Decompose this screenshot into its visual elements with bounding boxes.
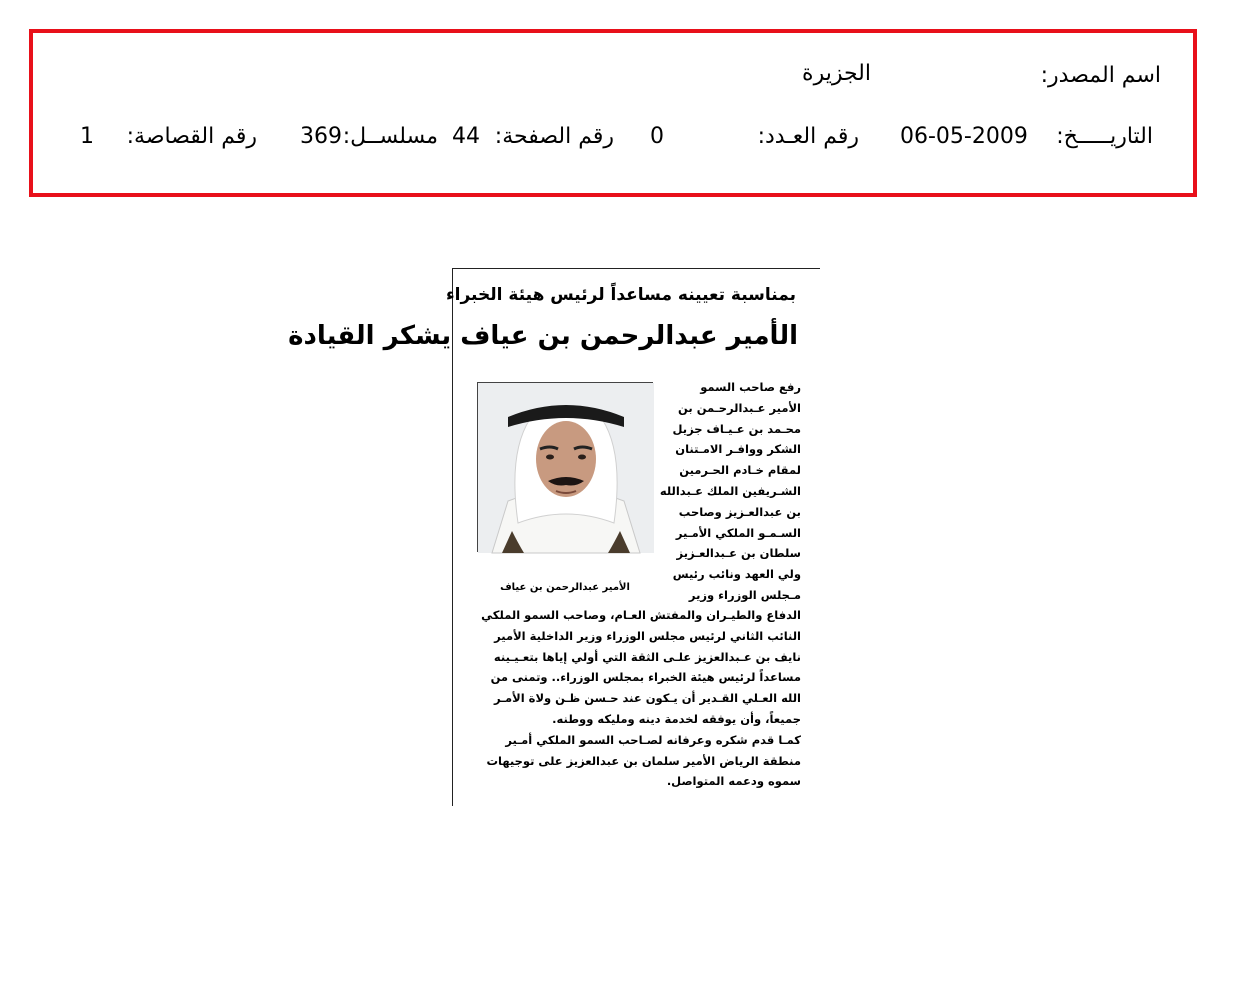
text-line: منطقة الرياض الأمير سلمان بن عبدالعزيز على توجيهات [486, 753, 801, 768]
page-value: 44 [452, 124, 480, 149]
serial-value: 369 [300, 124, 342, 149]
serial-label: مسلســل: [342, 124, 438, 149]
text-line: ولي العهد ونائب رئيس [672, 567, 801, 582]
text-line: النائب الثاني لرئيس مجلس الوزراء وزير الداخلية الأمير [494, 628, 801, 643]
text-line: كمـا قدم شكره وعرفانه لصـاحب السمو الملكي أمـير [505, 732, 801, 747]
source-info-frame [29, 29, 1197, 197]
text-line: السـمـو الملكي الأمـير [675, 525, 801, 540]
issue-label: رقم العـدد: [757, 124, 859, 149]
source-label: اسم المصدر: [1040, 63, 1161, 88]
text-line: رفع صاحب السمو [700, 380, 801, 394]
text-line: الأمير عـبدالرحـمن بن [678, 400, 801, 415]
text-line: محـمد بن عـيـاف جزيل [672, 421, 801, 436]
portrait-illustration [478, 383, 654, 553]
text-line: جميعاً، وأن يوفقه لخدمة دينه ومليكه ووطنه. [552, 711, 801, 726]
newspaper-clipping [288, 268, 820, 806]
article-column-narrow [659, 377, 801, 606]
photo-caption: الأمير عبدالرحمن بن عياف [500, 582, 630, 593]
issue-value: 0 [650, 124, 664, 149]
source-value: الجزيرة [802, 61, 871, 86]
date-label: التاريـــــخ: [1056, 124, 1153, 149]
date-value: 06-05-2009 [900, 124, 1028, 149]
text-line: الشـريفين الملك عـبدالله [659, 483, 801, 498]
text-line: الله العـلي القـدير أن يـكون عند حـسن ظـن ولاة الأمـر [493, 691, 801, 706]
portrait-photo [477, 382, 653, 552]
article-headline: الأمير عبدالرحمن بن عياف يشكر القيادة [288, 321, 798, 351]
text-line: مـجلس الوزراء وزير [688, 587, 801, 602]
text-line: سلطان بن عـبدالعـزيز [676, 546, 801, 561]
text-line: الدفاع والطيـران والمفتش العـام، وصاحب السمو الملكي [481, 608, 801, 622]
clip-number-label: رقم القصاصة: [126, 124, 257, 149]
text-line: الشكر ووافـر الامـتنان [675, 442, 801, 457]
text-line: سموه ودعمه المتواصل. [666, 774, 801, 789]
article-body-wide [475, 605, 801, 792]
page-label: رقم الصفحة: [494, 124, 614, 149]
article-subheadline: بمناسبة تعيينه مساعداً لرئيس هيئة الخبراء [445, 285, 796, 305]
text-line: نايف بن عـبدالعزيز علـى الثقة التي أولي إياها بتعـيـينه [493, 649, 801, 664]
text-line: مساعداً لرئيس هيئة الخبراء بمجلس الوزراء.. وتمنى من [490, 670, 801, 685]
clip-number-value: 1 [80, 124, 94, 149]
text-line: بن عبدالعـزيز وصاحب [678, 504, 801, 519]
text-line: لمقام خـادم الحـرمين [679, 463, 801, 478]
